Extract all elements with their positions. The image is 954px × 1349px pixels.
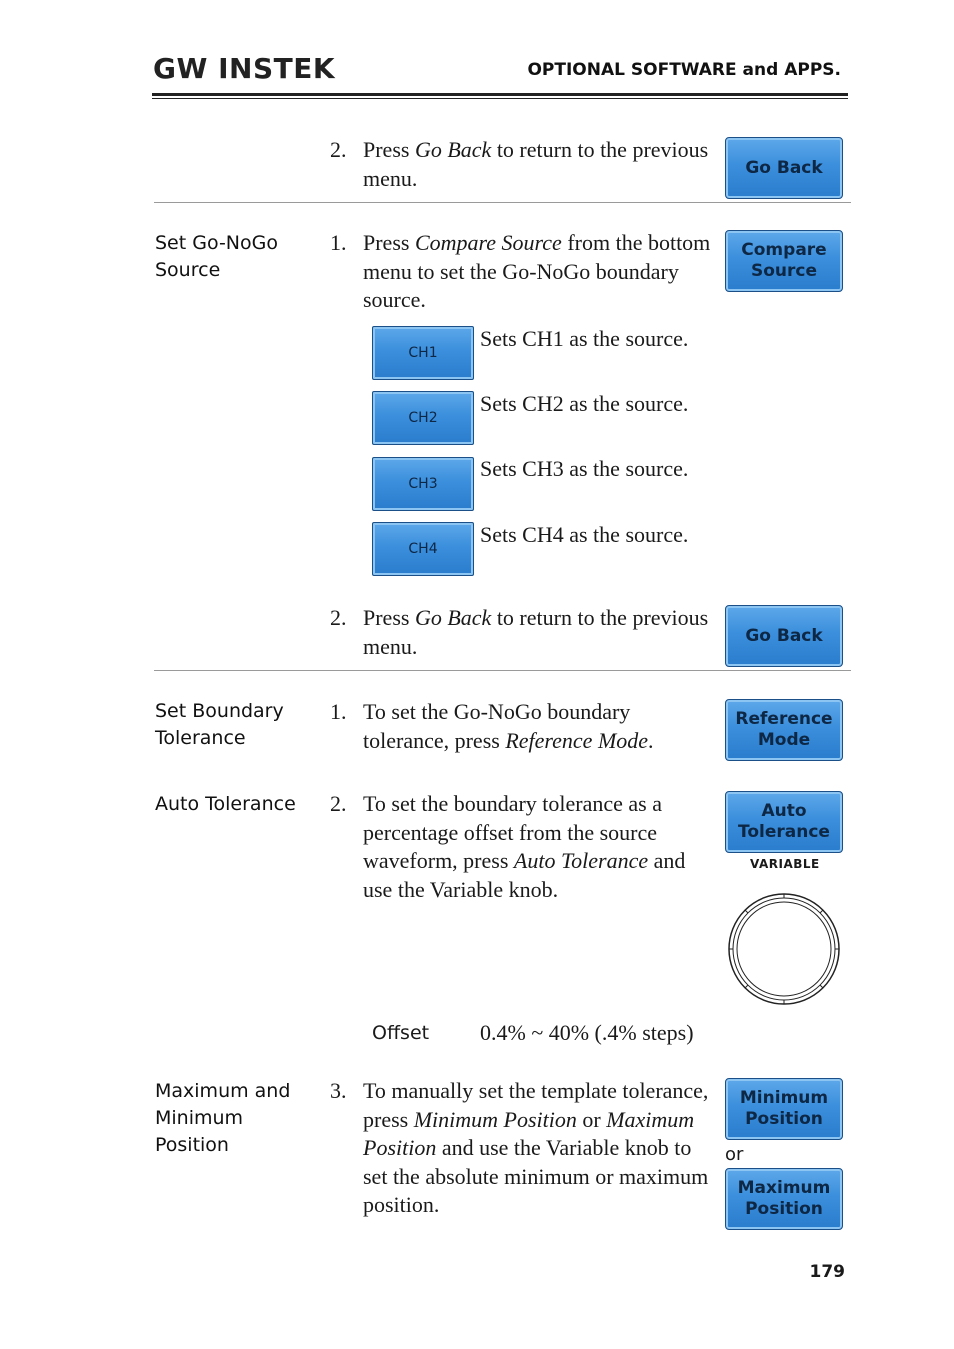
- offset-label: Offset: [372, 1022, 430, 1044]
- offset-value: 0.4% ~ 40% (.4% steps): [480, 1020, 694, 1045]
- compare-source-button[interactable]: Compare Source: [725, 230, 843, 292]
- header-rule: [152, 93, 848, 96]
- source-description: Sets CH3 as the source.: [480, 456, 689, 481]
- step-text: To set the boundary tolerance as a percentage offset from the source waveform, press Auto Tolerance and use the Variable knob.: [363, 791, 686, 902]
- ch4-button[interactable]: CH4: [372, 522, 474, 576]
- step-number: 1.: [330, 699, 347, 724]
- step-text: Press Go Back to return to the previous menu.: [363, 137, 709, 191]
- step-number: 2.: [330, 791, 347, 816]
- gw-instek-logo: GW INSTEK: [153, 52, 336, 85]
- header-title: OPTIONAL SOFTWARE and APPS.: [527, 60, 841, 80]
- page-number: 179: [809, 1262, 845, 1282]
- step-text: Press Compare Source from the bottom menu to set the Go-NoGo boundary source.: [363, 230, 711, 312]
- step-number: 2.: [330, 605, 347, 630]
- auto-tolerance-button[interactable]: Auto Tolerance: [725, 791, 843, 853]
- minimum-position-button[interactable]: Minimum Position: [725, 1078, 843, 1140]
- variable-knob-icon[interactable]: [726, 890, 842, 1008]
- step-text: To manually set the template tolerance, press Minimum Position or Maximum Position and use the Variable knob to set the absolute minimum or maximum position.: [363, 1078, 709, 1217]
- section-divider: [154, 202, 851, 203]
- step-text: Press Go Back to return to the previous menu.: [363, 605, 709, 659]
- source-description: Sets CH2 as the source.: [480, 391, 689, 416]
- go-back-button[interactable]: Go Back: [725, 605, 843, 667]
- step-number: 3.: [330, 1078, 347, 1103]
- section-label-auto: Auto Tolerance: [155, 793, 296, 815]
- step-number: 2.: [330, 137, 347, 162]
- source-description: Sets CH4 as the source.: [480, 522, 689, 547]
- section-label-source: Set Go-NoGo Source: [155, 232, 278, 281]
- section-label-tolerance: Set Boundary Tolerance: [155, 700, 284, 749]
- step-text: To set the Go-NoGo boundary tolerance, press Reference Mode.: [363, 699, 654, 753]
- ch1-button[interactable]: CH1: [372, 326, 474, 380]
- go-back-button[interactable]: Go Back: [725, 137, 843, 199]
- reference-mode-button[interactable]: Reference Mode: [725, 699, 843, 761]
- step-number: 1.: [330, 230, 347, 255]
- ch2-button[interactable]: CH2: [372, 391, 474, 445]
- section-divider: [154, 670, 851, 671]
- section-label-maxmin: Maximum and Minimum Position: [155, 1080, 291, 1156]
- header-rule-thin: [152, 98, 848, 99]
- maximum-position-button[interactable]: Maximum Position: [725, 1168, 843, 1230]
- ch3-button[interactable]: CH3: [372, 457, 474, 511]
- source-description: Sets CH1 as the source.: [480, 326, 689, 351]
- variable-knob-label: VARIABLE: [750, 857, 820, 871]
- or-text: or: [725, 1144, 744, 1165]
